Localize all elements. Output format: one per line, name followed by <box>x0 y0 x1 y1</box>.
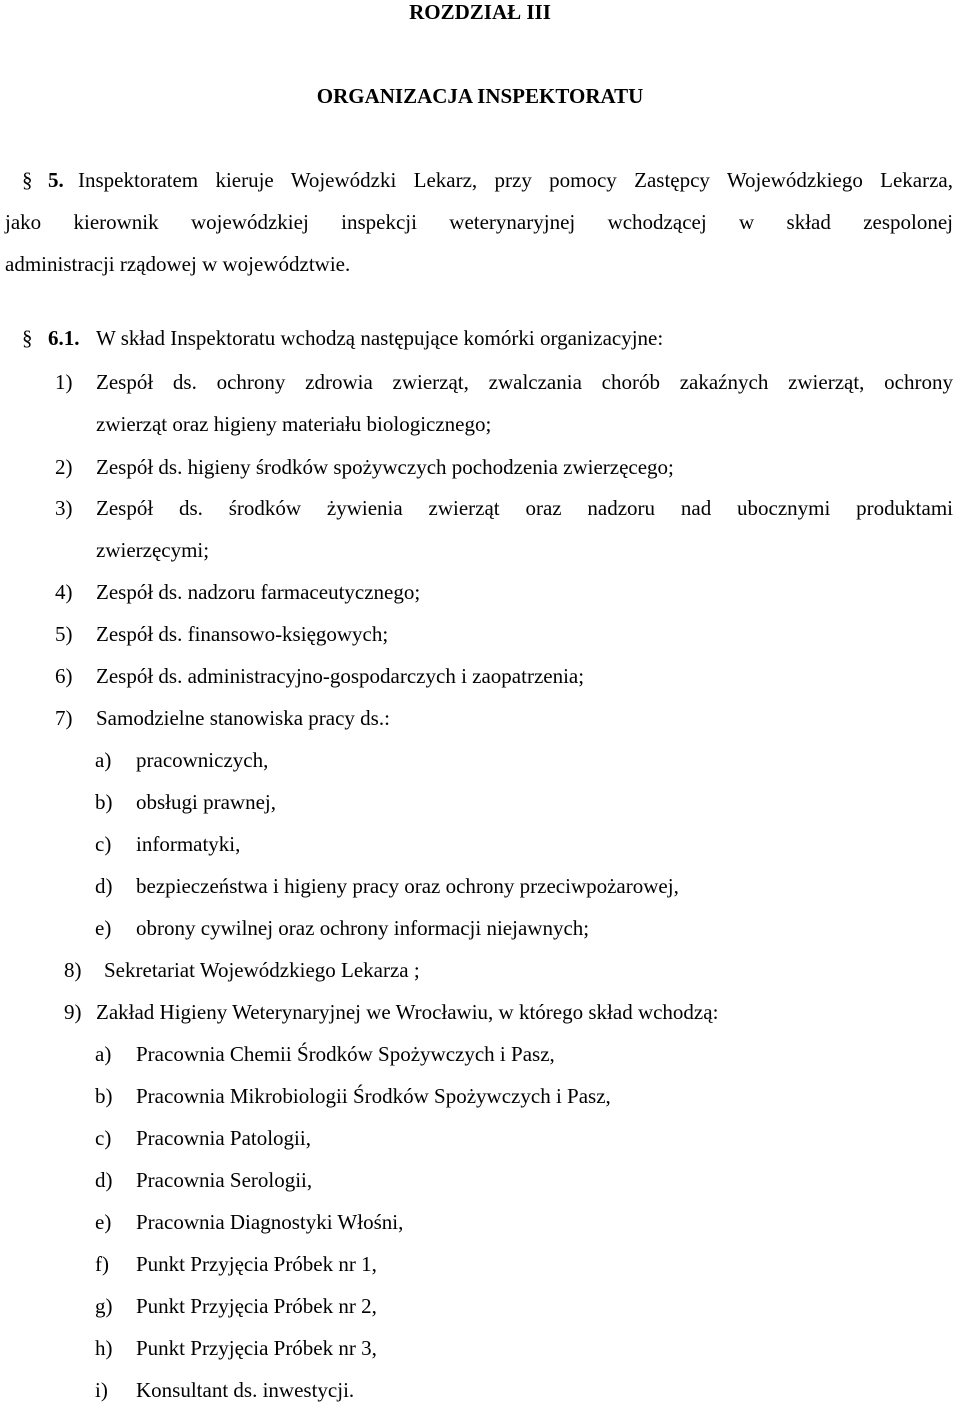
paragraph-5-line-3: administracji rządowej w województwie. <box>5 252 351 276</box>
paragraph-5-line-1: Inspektoratem kieruje Wojewódzki Lekarz, przy pomocy Zastępcy Wojewódzkiego Lekarza, <box>78 168 953 192</box>
chapter-heading: ROZDZIAŁ III <box>409 0 551 24</box>
sub-item-letter: b) <box>95 790 113 814</box>
sub-item-letter: a) <box>95 1042 112 1066</box>
sub-item-text: Punkt Przyjęcia Próbek nr 2, <box>136 1294 377 1318</box>
list-item-number: 7) <box>55 706 73 730</box>
sub-item-letter: e) <box>95 1210 112 1234</box>
list-item-text: Zespół ds. higieny środków spożywczych pochodzenia zwierzęcego; <box>96 455 674 479</box>
list-item-text: Sekretariat Wojewódzkiego Lekarza ; <box>104 958 420 982</box>
list-item-number: 5) <box>55 622 73 646</box>
sub-item-text: Pracownia Patologii, <box>136 1126 311 1150</box>
section-sign: § <box>22 326 33 350</box>
list-item-text: Samodzielne stanowiska pracy ds.: <box>96 706 390 730</box>
sub-item-text: Pracownia Serologii, <box>136 1168 313 1192</box>
list-item-number: 4) <box>55 580 73 604</box>
sub-item-letter: b) <box>95 1084 113 1108</box>
list-item-number: 6) <box>55 664 73 688</box>
sub-item-letter: i) <box>95 1378 108 1402</box>
sub-item-text: Punkt Przyjęcia Próbek nr 3, <box>136 1336 377 1360</box>
sub-item-letter: f) <box>95 1252 109 1276</box>
sub-item-text: Konsultant ds. inwestycji. <box>136 1378 355 1402</box>
sub-item-letter: c) <box>95 1126 112 1150</box>
list-item-text: Zespół ds. finansowo-księgowych; <box>96 622 389 646</box>
sub-item-letter: c) <box>95 832 112 856</box>
section-sign: § <box>22 168 33 192</box>
sub-item-text: obrony cywilnej oraz ochrony informacji niejawnych; <box>136 916 590 940</box>
list-item-number: 2) <box>55 455 73 479</box>
sub-item-text: Punkt Przyjęcia Próbek nr 1, <box>136 1252 377 1276</box>
sub-item-letter: a) <box>95 748 112 772</box>
list-item-number: 3) <box>55 496 73 520</box>
sub-item-letter: e) <box>95 916 112 940</box>
sub-item-text: informatyki, <box>136 832 241 856</box>
list-item-text: Zespół ds. ochrony zdrowia zwierząt, zwalczania chorób zakaźnych zwierząt, ochrony <box>96 370 953 394</box>
sub-item-text: bezpieczeństwa i higieny pracy oraz ochrony przeciwpożarowej, <box>136 874 679 898</box>
list-item-text-continued: zwierzęcymi; <box>96 538 210 562</box>
paragraph-5-line-2: jako kierownik wojewódzkiej inspekcji weterynaryjnej wchodzącej w skład zespolonej <box>5 210 953 234</box>
sub-item-letter: d) <box>95 874 113 898</box>
paragraph-number: 6.1. <box>48 326 80 350</box>
sub-item-text: pracowniczych, <box>136 748 269 772</box>
sub-item-letter: d) <box>95 1168 113 1192</box>
sub-item-text: Pracownia Diagnostyki Włośni, <box>136 1210 404 1234</box>
paragraph-number: 5. <box>48 168 64 192</box>
list-item-number: 8) <box>64 958 82 982</box>
list-item-text-continued: zwierząt oraz higieny materiału biologicznego; <box>96 412 492 436</box>
sub-item-letter: h) <box>95 1336 113 1360</box>
sub-item-text: Pracownia Chemii Środków Spożywczych i Pasz, <box>136 1042 555 1066</box>
paragraph-6-1-intro: W skład Inspektoratu wchodzą następujące komórki organizacyjne: <box>96 326 664 350</box>
list-item-number: 9) <box>64 1000 82 1024</box>
list-item-text: Zakład Higieny Weterynaryjnej we Wrocławiu, w którego skład wchodzą: <box>96 1000 719 1024</box>
list-item-text: Zespół ds. administracyjno-gospodarczych i zaopatrzenia; <box>96 664 585 688</box>
chapter-title: ORGANIZACJA INSPEKTORATU <box>316 84 644 108</box>
list-item-text: Zespół ds. nadzoru farmaceutycznego; <box>96 580 421 604</box>
list-item-text: Zespół ds. środków żywienia zwierząt oraz nadzoru nad ubocznymi produktami <box>96 496 953 520</box>
list-item-number: 1) <box>55 370 73 394</box>
sub-item-letter: g) <box>95 1294 113 1318</box>
sub-item-text: Pracownia Mikrobiologii Środków Spożywczych i Pasz, <box>136 1084 611 1108</box>
sub-item-text: obsługi prawnej, <box>136 790 276 814</box>
